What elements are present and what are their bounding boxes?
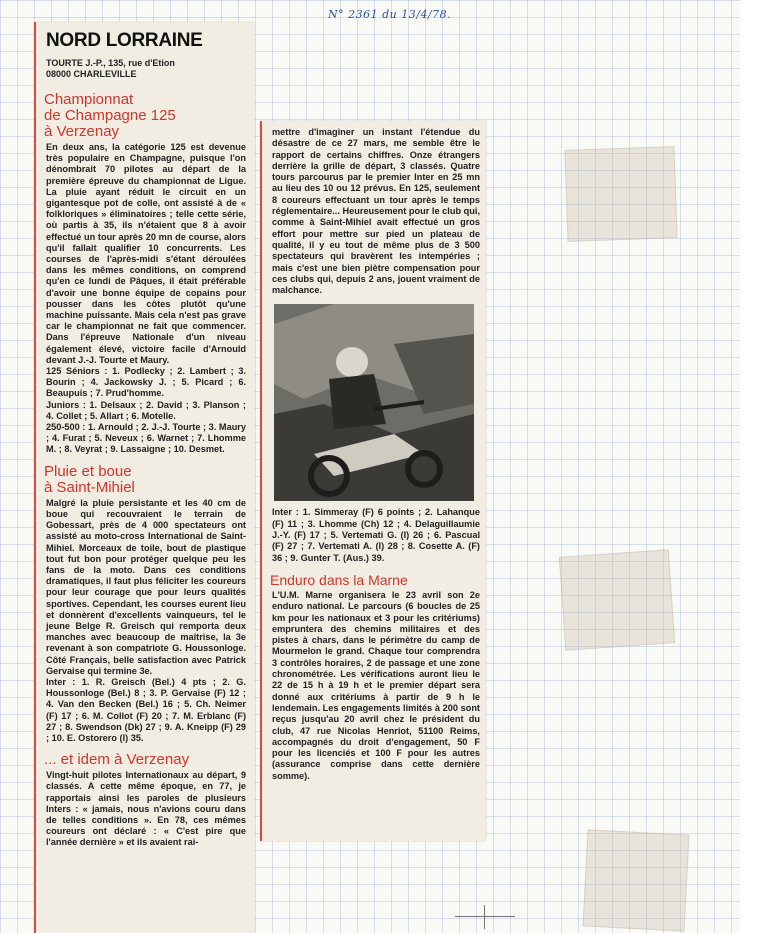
- article-body: En deux ans, la catégorie 125 est devenue très populaire en Champagne, puisque l'on dénombrait 70 pilotes au départ de la première épreuve du championnat de Ligue. La pluie ayant réduit le circuit en un gigantesque pot de colle, ont assisté à de « folkloriques » éliminatoires ; telle cette série, où partis à 35, ils n'étaient que 8 à avoir effectué un tour après 20 mn de course, alors qu'il fallait qualifier 10 concurrents. Les courses de l'après-midi s'étant déroulées dans les mêmes conditions, on comprend qu'en ce lundi de Pâques, il était préférable d'avoir une bonne équipe de copains pour pousser dans les côtes plutôt qu'une machine puissante. Mais cela n'est pas grave car le championnat ne fait que commencer. Dans l'épreuve Nationale d'un niveau également élevé, victoire facile d'Arnould devant J.-J. Tourte et Maury.: [46, 142, 246, 365]
- results-paragraph: 250-500 : 1. Arnould ; 2. J.-J. Tourte ; 3. Maury ; 4. Furat ; 5. Neveux ; 6. Warnet ; 7. Lhomme M. ; 8. Veyrat ; 9. Lassaigne ; 10. Desmet.: [46, 422, 246, 455]
- article-headline: [44, 92, 254, 140]
- tape-mark: [564, 146, 677, 242]
- article-body: Malgré la pluie persistante et les 40 cm de boue qui recouvraient le terrain de Gobessart, près de 4 000 spectateurs ont assisté au moto-cross International de Saint-Mihiel. Morceaux de toile, bout de plastique tout fut bon pour protéger quelque peu les fans de la moto. Dans ces conditions dramatiques, il faut plus féliciter les coureurs pour leur courage que pour leurs qualités sportives. Cependant, les courses eurent lieu et donnèrent d'excellents vainqueurs, tel le jeune Belge R. Greisch qui remporta deux manches avec beaucoup de maîtrise, la 3e revenant à son compatriote G. Houssonloge. Côté Français, belle satisfaction avec Patrick Gervaise qui termine 3e.: [46, 497, 246, 676]
- headline-line: Pluie et boue: [44, 462, 132, 480]
- results-paragraph: Inter : 1. R. Greisch (Bel.) 4 pts ; 2. G. Houssonloge (Bel.) 8 ; 3. P. Gervaise (F) 12 ; 4. Van den Becken (Bel.) 16 ; 5. Ch. Neimer (F) 17 ; 6. M. Collot (F) 20 ; 7. M. Erblanc (F) 27 ; 8. Swendson (Dk) 27 ; 9. A. Kneipp (F) 29 ; 10. E. Ostorero (I) 35.: [46, 676, 246, 743]
- article-headline: ... et idem à Verzenay: [44, 751, 190, 769]
- article-body: Vingt-huit pilotes Internationaux au départ, 9 classés. A cette même époque, en 77, je rapportais ainsi les paroles de plusieurs Inters : « jamais, nous n'avions couru dans de telles conditions ». En 78, ces mêmes coureurs ont déclaré : « C'est pire que l'année dernière » et ils avaient rai-: [46, 770, 246, 848]
- article-body: mettre d'imaginer un instant l'étendue du désastre de ce 27 mars, me semble être le rapport de certains chiffres. Onze étrangers derrière la grille de départ, 3 classés. Quatre tours parcourus par le premier Inter en 25 mn au lieu des 10 ou 12 prévus. En 125, seulement 8 coureurs effectuant un tour après le temps réglementaire... Heureusement pour le club qui, comme à Saint-Mihiel avait effectué un gros effort pour mettre sur pied un plateau de qualité, il y eu tout de même plus de 3 500 spectateurs qui bravèrent les intempéries ; mais c'est une bien piètre compensation pour ces clubs qui, depuis 2 ans, jouent vraiment de malchance.: [272, 127, 480, 296]
- motocross-rider-illustration: [274, 304, 474, 501]
- headline-line: à Verzenay: [44, 123, 120, 140]
- results-paragraph: 125 Séniors : 1. Podlecky ; 2. Lambert ; 3. Bourin ; 4. Jackowsky J. ; 5. Picard ; 6. Beaupuis ; 7. Prud'homme.: [46, 366, 246, 399]
- pencil-mark: [484, 905, 485, 929]
- address-line: TOURTE J.-P., 135, rue d'Etion: [46, 58, 175, 68]
- address-line: 08000 CHARLEVILLE: [46, 69, 137, 79]
- headline-line: de Champagne 125: [44, 107, 176, 124]
- address: [46, 58, 254, 80]
- newspaper-clipping-right: [260, 121, 486, 841]
- article-headline: [44, 464, 254, 496]
- handwritten-note: N° 2361 du 13/4/78.: [328, 8, 452, 21]
- headline-line: Championnat: [44, 91, 134, 108]
- masthead: NORD LORRAINE: [46, 30, 203, 51]
- headline-line: à Saint-Mihiel: [44, 478, 135, 496]
- pencil-mark: [455, 916, 515, 917]
- paper-edge: [740, 0, 758, 933]
- results-paragraph: Inter : 1. Simmeray (F) 6 points ; 2. Lahanque (F) 11 ; 3. Lhomme (Ch) 12 ; 4. Delaguillaumie J.-Y. (F) 17 ; 5. Vertemati G. (I) 26 ; 6. Pascual (F) 27 ; 7. Vertemati A. (I) 28 ; 8. Cosette A. (F) 36 ; 9. Gunter T. (Aus.) 39.: [272, 507, 480, 563]
- motocross-photo: [274, 304, 474, 501]
- tape-mark: [583, 829, 690, 931]
- newspaper-clipping-left: [34, 22, 254, 933]
- article-body: L'U.M. Marne organisera le 23 avril son 2e enduro national. Le parcours (6 boucles de 25 km pour les nationaux et 3 pour les critériums) empruntera des chemins militaires et des pistes à chars, dans le périmètre du camp de Mourmelon le grand. Chaque tour comprendra 3 contrôles horaires, 2 de passage et une zone chronométrée. Les vérifications auront lieu le 22 de 15 h à 19 h et le premier départ sera donné aux critériums à partir de 9 h le lendemain. Les engagements limités à 200 sont reçus jusqu'au 20 avril chez le président du club, 47 rue Nicolas Henriot, 51100 Reims, accompagnés du droit d'engagement, 50 F pour les licenciés et 100 F pour les autres (assurance comprise dans cette dernière somme).: [272, 589, 480, 781]
- article-headline: Enduro dans la Marne: [270, 571, 408, 588]
- tape-mark: [559, 549, 675, 650]
- results-paragraph: Juniors : 1. Delsaux ; 2. David ; 3. Planson ; 4. Collet ; 5. Allart ; 6. Motelle.: [46, 399, 246, 421]
